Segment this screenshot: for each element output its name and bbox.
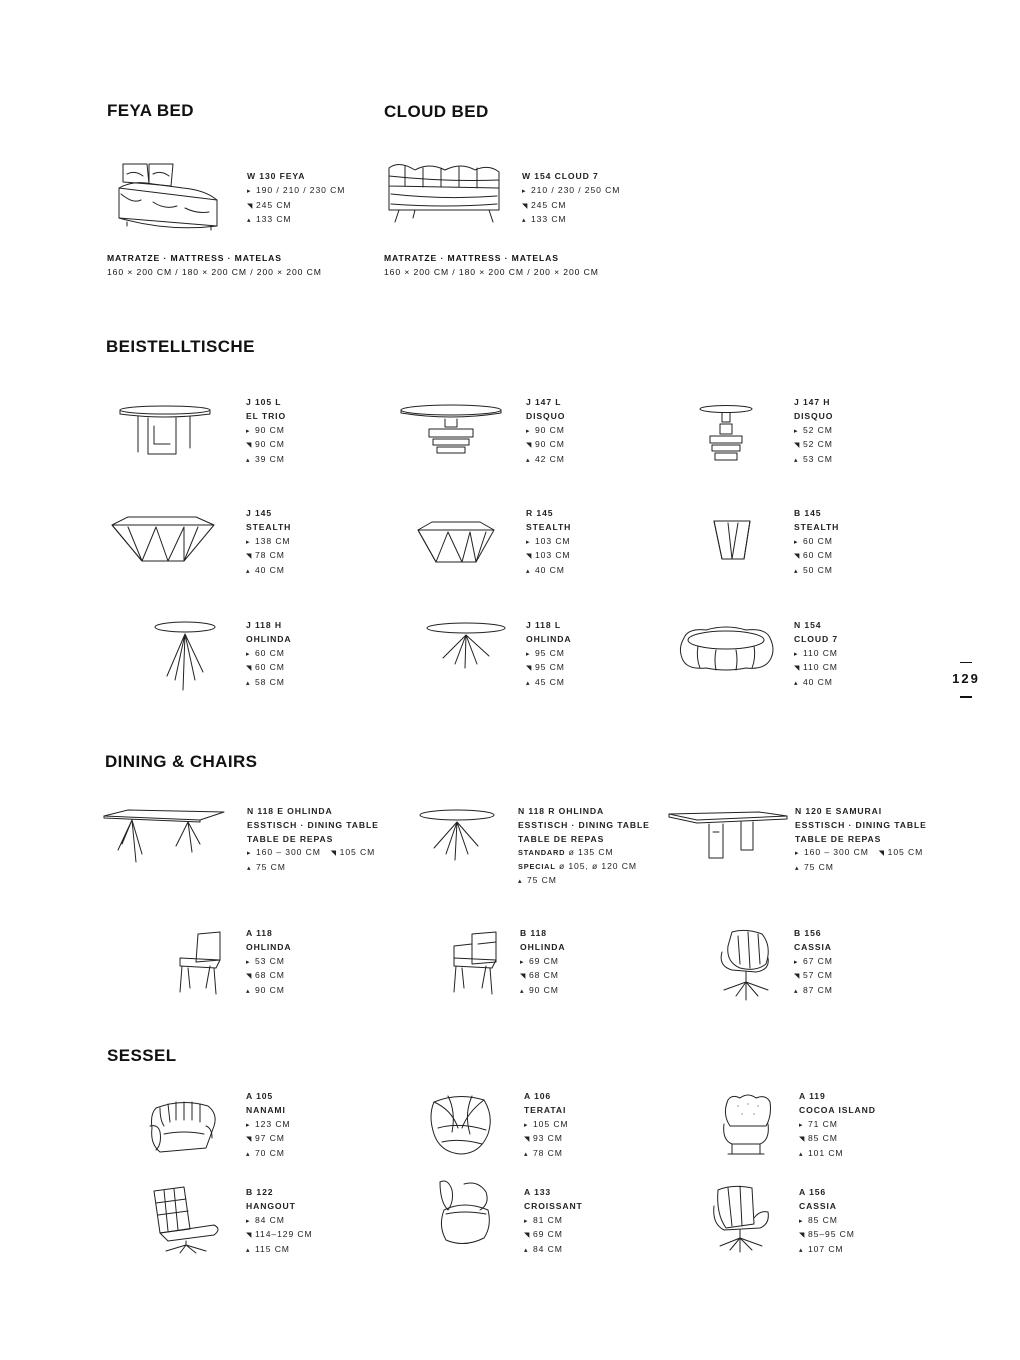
- ohlinda-e-dining-table-illustration: [102, 810, 226, 866]
- spec-a133: A 133 CROISSANT ▸ 81 CM ◥ 69 CM ▴ 84 CM: [524, 1187, 583, 1255]
- feya-bed-illustration: [113, 160, 225, 234]
- spec-b145: B 145 STEALTH ▸ 60 CM ◥ 60 CM ▴ 50 CM: [794, 508, 840, 576]
- spec-a119: A 119 COCOA ISLAND ▸ 71 CM ◥ 85 CM ▴ 101 CM: [799, 1091, 876, 1159]
- cocoa-island-armchair-illustration: [718, 1092, 774, 1160]
- spec-feya: W 130 FEYA ▸ 190 / 210 / 230 CM ◥ 245 CM ▴ 133 CM: [247, 171, 346, 225]
- page-number-text: 129: [952, 671, 980, 687]
- cassia-b156-chair-illustration: [716, 928, 774, 1002]
- samurai-dining-table-illustration: [667, 810, 789, 862]
- page-number: [944, 662, 988, 698]
- el-trio-table-illustration: [118, 404, 212, 458]
- ohlinda-a118-chair-illustration: [176, 930, 226, 996]
- section-title-dining-chairs: DINING & CHAIRS: [105, 752, 258, 771]
- ohlinda-high-table-illustration: [153, 620, 217, 692]
- spec-a105: A 105 NANAMI ▸ 123 CM ◥ 97 CM ▴ 70 CM: [246, 1091, 291, 1159]
- ohlinda-b118-armchair-illustration: [450, 930, 500, 996]
- spec-j118h: J 118 H OHLINDA ▸ 60 CM ◥ 60 CM ▴ 58 CM: [246, 620, 292, 688]
- spec-b122: B 122 HANGOUT ▸ 84 CM ◥ 114–129 CM ▴ 115 CM: [246, 1187, 313, 1255]
- stealth-r145-table-illustration: [414, 520, 498, 566]
- spec-j147h: J 147 H DISQUO ▸ 52 CM ◥ 52 CM ▴ 53 CM: [794, 397, 834, 465]
- spec-j105l: J 105 L EL TRIO ▸ 90 CM ◥ 90 CM ▴ 39 CM: [246, 397, 287, 465]
- spec-j118l: J 118 L OHLINDA ▸ 95 CM ◥ 95 CM ▴ 45 CM: [526, 620, 572, 688]
- section-title-sessel: SESSEL: [107, 1046, 177, 1065]
- croissant-armchair-illustration: [434, 1178, 492, 1248]
- section-title-beistelltische: BEISTELLTISCHE: [106, 337, 255, 356]
- section-title-cloud-bed: CLOUD BED: [384, 102, 489, 121]
- mattress-feya: MATRATZE · MATTRESS · MATELAS 160 × 200 CM / 180 × 200 CM / 200 × 200 CM: [107, 253, 322, 277]
- spec-j147l: J 147 L DISQUO ▸ 90 CM ◥ 90 CM ▴ 42 CM: [526, 397, 566, 465]
- spec-b118: B 118 OHLINDA ▸ 69 CM ◥ 68 CM ▴ 90 CM: [520, 928, 566, 996]
- stealth-j145-table-illustration: [106, 515, 218, 565]
- cassia-a156-armchair-illustration: [712, 1184, 774, 1254]
- spec-r145: R 145 STEALTH ▸ 103 CM ◥ 103 CM ▴ 40 CM: [526, 508, 572, 576]
- spec-n118e: N 118 E OHLINDA ESSTISCH · DINING TABLE TABLE DE REPAS ▸ 160 – 300 CM ◥ 105 CM ▴ 75 CM: [247, 806, 379, 873]
- cloud-7-table-illustration: [676, 624, 776, 672]
- hangout-armchair-illustration: [148, 1185, 222, 1255]
- spec-n118r: N 118 R OHLINDA ESSTISCH · DINING TABLE TABLE DE REPAS STANDARD ø 135 CM SPECIAL ø 105, ø 120 CM ▴ 75 CM: [518, 806, 650, 885]
- spec-a156: A 156 CASSIA ▸ 85 CM ◥ 85–95 CM ▴ 107 CM: [799, 1187, 855, 1255]
- ohlinda-low-table-illustration: [425, 620, 507, 670]
- section-title-feya-bed: FEYA BED: [107, 101, 194, 120]
- mattress-cloud: MATRATZE · MATTRESS · MATELAS 160 × 200 CM / 180 × 200 CM / 200 × 200 CM: [384, 253, 599, 277]
- spec-n120e: N 120 E SAMURAI ESSTISCH · DINING TABLE TABLE DE REPAS ▸ 160 – 300 CM ◥ 105 CM ▴ 75 CM: [795, 806, 927, 873]
- nanami-armchair-illustration: [146, 1098, 218, 1156]
- spec-n154: N 154 CLOUD 7 ▸ 110 CM ◥ 110 CM ▴ 40 CM: [794, 620, 839, 688]
- spec-cloud-7-bed: W 154 CLOUD 7 ▸ 210 / 230 / 250 CM ◥ 245 CM ▴ 133 CM: [522, 171, 621, 225]
- spec-a106: A 106 TERATAI ▸ 105 CM ◥ 93 CM ▴ 78 CM: [524, 1091, 569, 1159]
- stealth-b145-table-illustration: [710, 517, 754, 563]
- spec-b156: B 156 CASSIA ▸ 67 CM ◥ 57 CM ▴ 87 CM: [794, 928, 833, 996]
- cloud-bed-illustration: [385, 160, 501, 226]
- disquo-high-table-illustration: [698, 404, 754, 464]
- ohlinda-r-dining-table-illustration: [418, 808, 496, 862]
- spec-j145: J 145 STEALTH ▸ 138 CM ◥ 78 CM ▴ 40 CM: [246, 508, 292, 576]
- dash-top: [960, 662, 972, 663]
- teratai-armchair-illustration: [428, 1092, 494, 1158]
- spec-a118: A 118 OHLINDA ▸ 53 CM ◥ 68 CM ▴ 90 CM: [246, 928, 292, 996]
- dash-bottom: [960, 696, 972, 697]
- disquo-low-table-illustration: [399, 403, 503, 459]
